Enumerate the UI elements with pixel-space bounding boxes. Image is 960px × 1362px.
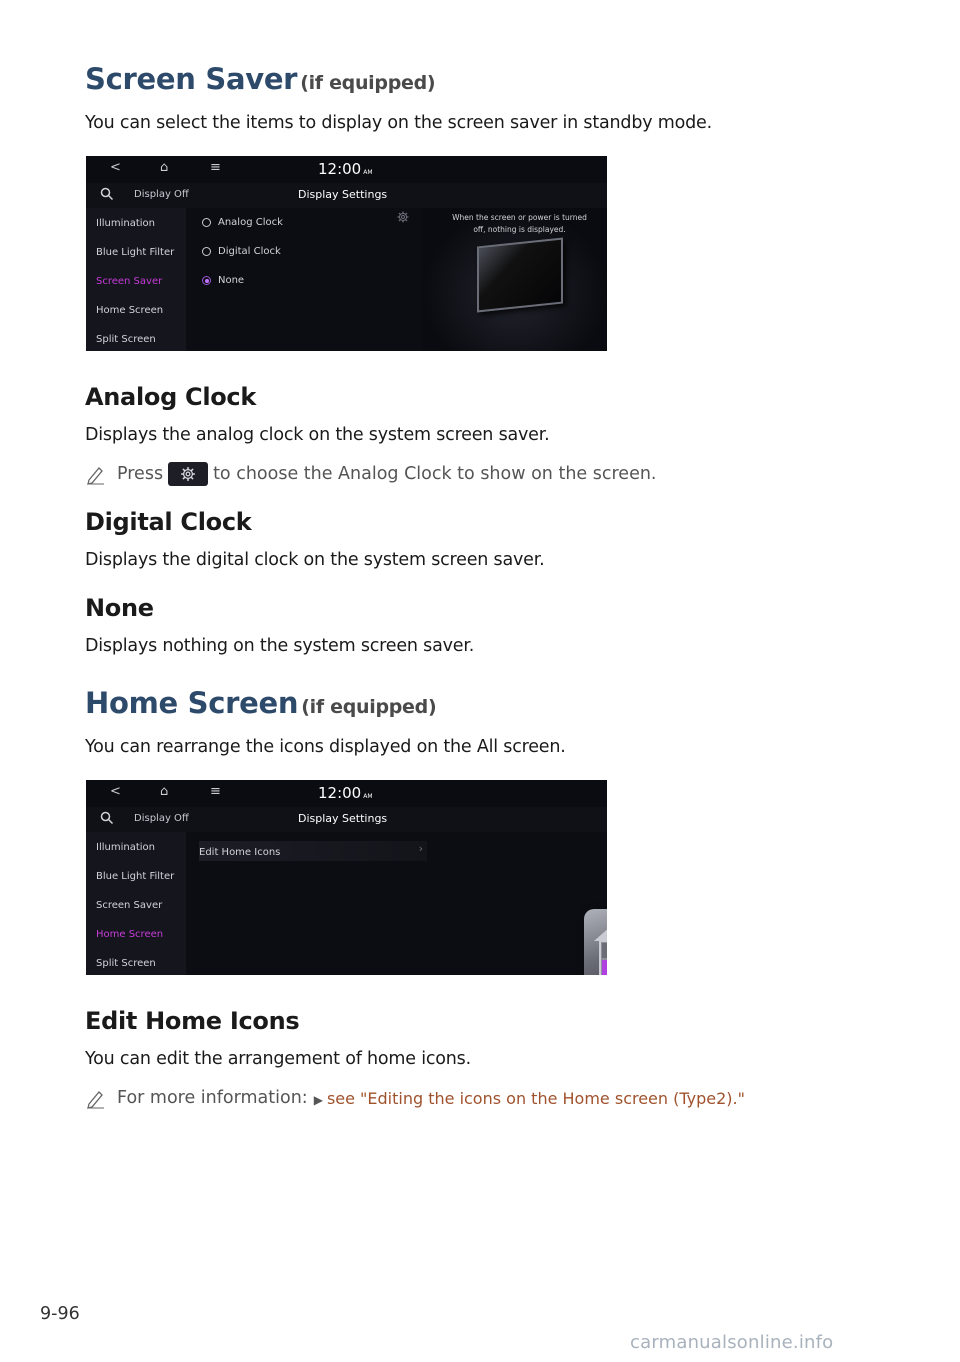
option-none[interactable]: None	[202, 275, 244, 286]
sidebar-item-illumination[interactable]: Illumination	[96, 842, 155, 853]
sidebar-item-screen-saver[interactable]: Screen Saver	[96, 276, 163, 287]
header-bar	[86, 183, 607, 208]
display-off-button[interactable]: Display Off	[134, 813, 189, 824]
editing-icons-reference-link[interactable]: ▶ see "Editing the icons on the Home screen (Type2)."	[313, 1088, 745, 1108]
status-bar	[86, 780, 607, 807]
edit-home-icons-heading: Edit Home Icons	[85, 1007, 300, 1035]
clock: 12:00 AM	[318, 160, 373, 178]
analog-clock-desc: Displays the analog clock on the system screen saver.	[85, 425, 550, 445]
options-list	[186, 208, 422, 351]
search-icon[interactable]	[100, 811, 114, 825]
digital-clock-desc: Displays the digital clock on the system screen saver.	[85, 550, 545, 570]
radio-icon[interactable]	[202, 218, 211, 227]
page-title: Display Settings	[298, 812, 388, 825]
menu-icon[interactable]: ≡	[210, 160, 221, 175]
home-screen-heading: Home Screen (if equipped)	[85, 686, 437, 720]
gear-icon	[180, 466, 196, 482]
home-screen-graphic-icon	[584, 909, 607, 975]
sidebar-item-screen-saver[interactable]: Screen Saver	[96, 900, 163, 911]
display-off-button[interactable]: Display Off	[134, 189, 189, 200]
page-number: 9-96	[40, 1304, 80, 1324]
blank-monitor-icon	[477, 237, 563, 312]
edit-home-icons-note: For more information: ▶ see "Editing the icons on the Home screen (Type2)."	[85, 1087, 745, 1109]
status-bar	[86, 156, 607, 183]
if-equipped-label: (if equipped)	[301, 696, 437, 718]
sidebar-item-blue-light-filter[interactable]: Blue Light Filter	[96, 871, 175, 882]
chevron-right-icon: ›	[418, 842, 423, 855]
home-screen-screenshot	[86, 780, 607, 975]
page-title: Display Settings	[298, 188, 388, 201]
options-list	[186, 832, 607, 975]
none-desc: Displays nothing on the system screen saver.	[85, 636, 475, 656]
screen-saver-screenshot	[86, 156, 607, 351]
arrow-right-icon: ▶	[313, 1092, 323, 1107]
none-heading: None	[85, 594, 154, 622]
option-analog-clock[interactable]: Analog Clock	[202, 217, 283, 228]
home-icon[interactable]: ⌂	[160, 784, 169, 799]
gear-button-chip	[168, 462, 208, 486]
back-icon[interactable]: <	[110, 160, 121, 175]
sidebar-item-blue-light-filter[interactable]: Blue Light Filter	[96, 247, 175, 258]
screen-saver-heading: Screen Saver (if equipped)	[85, 62, 436, 96]
option-edit-home-icons[interactable]: Edit Home Icons ›	[199, 841, 427, 861]
radio-selected-icon[interactable]	[202, 276, 211, 285]
sidebar-item-split-screen[interactable]: Split Screen	[96, 334, 156, 345]
analog-clock-heading: Analog Clock	[85, 383, 257, 411]
settings-sidebar	[86, 832, 186, 975]
sidebar-item-split-screen[interactable]: Split Screen	[96, 958, 156, 969]
header-bar	[86, 807, 607, 832]
clock: 12:00 AM	[318, 784, 373, 802]
settings-sidebar	[86, 208, 186, 351]
sidebar-item-home-screen[interactable]: Home Screen	[96, 929, 164, 940]
digital-clock-heading: Digital Clock	[85, 508, 252, 536]
back-icon[interactable]: <	[110, 784, 121, 799]
watermark: carmanualsonline.info	[630, 1332, 834, 1353]
home-icon[interactable]: ⌂	[160, 160, 169, 175]
analog-clock-note: Press to choose the Analog Clock to show on the screen.	[85, 462, 656, 486]
search-icon[interactable]	[100, 187, 114, 201]
if-equipped-label: (if equipped)	[300, 72, 436, 94]
menu-icon[interactable]: ≡	[210, 784, 221, 799]
option-digital-clock[interactable]: Digital Clock	[202, 246, 281, 257]
note-pen-icon	[85, 1087, 107, 1109]
radio-icon[interactable]	[202, 247, 211, 256]
note-pen-icon	[85, 463, 107, 485]
gear-icon[interactable]	[397, 211, 409, 223]
home-screen-intro: You can rearrange the icons displayed on the All screen.	[85, 737, 566, 757]
preview-message: When the screen or power is turned off, nothing is displayed.	[452, 213, 587, 234]
screen-saver-intro: You can select the items to display on the screen saver in standby mode.	[85, 113, 712, 133]
sidebar-item-illumination[interactable]: Illumination	[96, 218, 155, 229]
screen-saver-preview	[422, 208, 607, 351]
sidebar-item-home-screen[interactable]: Home Screen	[96, 305, 164, 316]
edit-home-icons-desc: You can edit the arrangement of home icons.	[85, 1049, 471, 1069]
